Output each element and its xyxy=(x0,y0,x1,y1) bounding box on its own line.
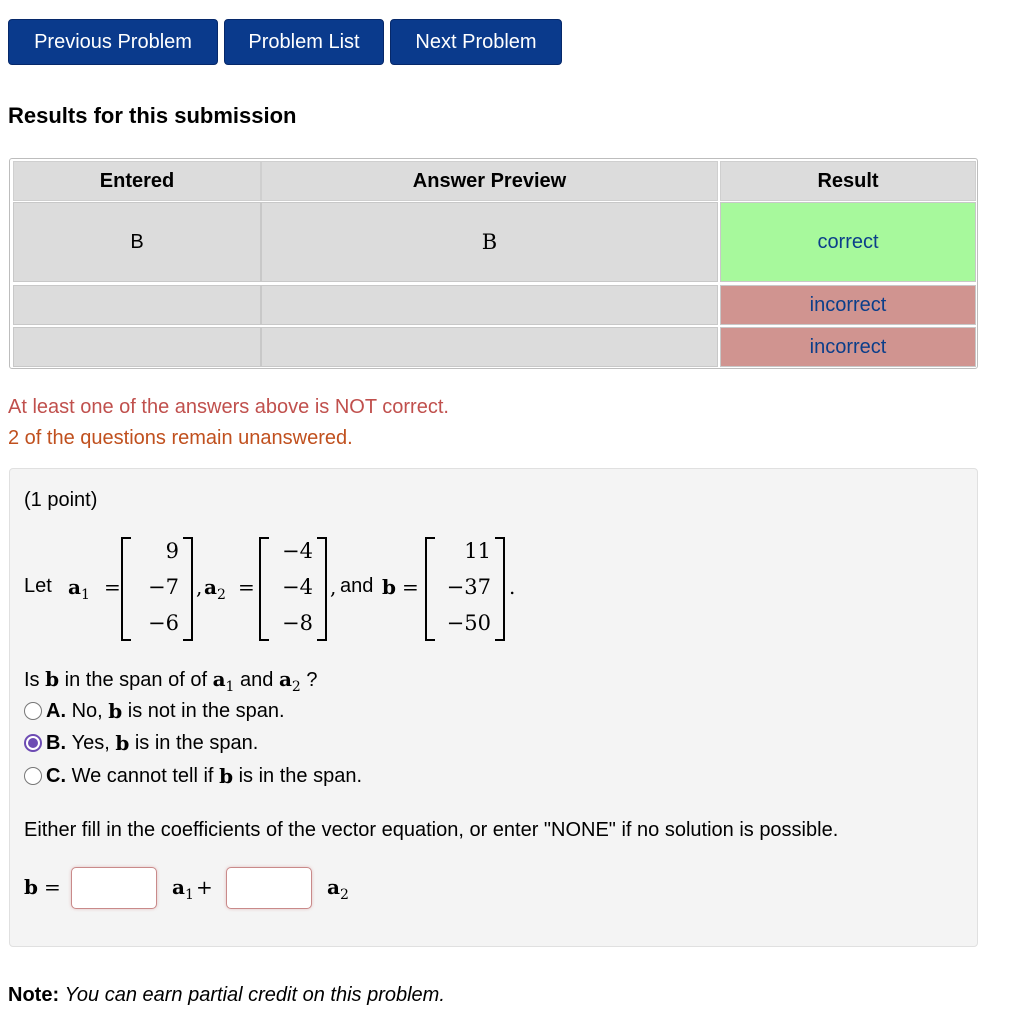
question-mid: in the span of of xyxy=(64,669,207,691)
question-a1-letter: a xyxy=(212,667,226,691)
radio-a[interactable] xyxy=(24,702,42,720)
option-c-letter: C. xyxy=(46,764,66,787)
row2-preview xyxy=(261,285,718,325)
results-table xyxy=(9,158,978,369)
vector-a2 xyxy=(259,537,327,641)
question-a2-letter: a xyxy=(278,667,292,691)
question-a1-sub: 1 xyxy=(225,679,235,695)
eq-equals: = xyxy=(44,875,61,899)
eq-a1-symbol xyxy=(172,875,194,903)
comma-1: , xyxy=(196,575,203,599)
option-c-pre: We cannot tell if xyxy=(71,764,214,787)
results-heading: Results for this submission xyxy=(8,103,297,128)
a2-subscript: 2 xyxy=(216,587,226,603)
question-pre: Is xyxy=(24,669,40,691)
row1-entered: B xyxy=(13,202,261,282)
question-b: b xyxy=(45,667,60,691)
option-b[interactable] xyxy=(24,731,258,755)
vector-b xyxy=(425,537,505,641)
problem-list-button[interactable]: Problem List xyxy=(224,19,384,65)
radio-c[interactable] xyxy=(24,767,42,785)
question-a2-sub: 2 xyxy=(291,679,301,695)
row2-entered xyxy=(13,285,261,325)
option-a-pre: No, xyxy=(71,699,103,722)
let-label: Let xyxy=(24,575,52,597)
unanswered-message: 2 of the questions remain unanswered. xyxy=(8,427,353,449)
eq-a2-symbol xyxy=(327,875,349,903)
a2-letter: a xyxy=(204,575,217,599)
option-a-post: is not in the span. xyxy=(127,699,285,722)
a1-entry-2: −7 xyxy=(148,575,179,599)
b-entry-2: −37 xyxy=(446,575,491,599)
option-a-b: b xyxy=(108,699,123,723)
b-entry-3: −50 xyxy=(446,611,491,635)
row3-entered xyxy=(13,327,261,367)
instruction-text: Either fill in the coefficients of the vector equation, or enter "NONE" if no solution is possible. xyxy=(24,819,839,841)
option-b-pre: Yes, xyxy=(71,731,110,754)
question-end: ? xyxy=(306,669,318,691)
option-a[interactable] xyxy=(24,699,285,723)
a2-entry-3: −8 xyxy=(282,611,313,635)
a1-subscript: 1 xyxy=(80,587,90,603)
header-answer-preview: Answer Preview xyxy=(261,161,718,201)
radio-b-selected[interactable] xyxy=(24,734,42,752)
question-a2 xyxy=(278,667,301,695)
row1-result: correct xyxy=(720,202,976,282)
b-entry-1: 11 xyxy=(464,539,491,563)
a1-letter: a xyxy=(68,575,81,599)
option-a-letter: A. xyxy=(46,699,66,722)
equals-3: = xyxy=(402,575,419,599)
coefficient-a2-input[interactable] xyxy=(226,867,312,909)
not-correct-message: At least one of the answers above is NOT correct. xyxy=(8,396,449,418)
row1-preview: B xyxy=(261,202,718,282)
option-c-post: is in the span. xyxy=(238,764,363,787)
comma-2: , xyxy=(330,575,337,599)
note xyxy=(8,984,445,1007)
and-label: and xyxy=(340,575,374,597)
eq-b-symbol: b xyxy=(24,875,38,899)
next-problem-button[interactable]: Next Problem xyxy=(390,19,562,65)
a2-entry-1: −4 xyxy=(282,539,313,563)
option-c-b: b xyxy=(219,764,234,788)
note-label: Note: xyxy=(8,984,60,1006)
coefficient-a1-input[interactable] xyxy=(71,867,157,909)
header-result: Result xyxy=(720,161,976,201)
a1-entry-3: −6 xyxy=(148,611,179,635)
question-a1 xyxy=(212,667,235,695)
option-c[interactable] xyxy=(24,764,362,788)
question-and: and xyxy=(240,669,274,691)
equals-1: = xyxy=(104,575,121,599)
previous-problem-button[interactable]: Previous Problem xyxy=(8,19,218,65)
option-b-post: is in the span. xyxy=(134,731,259,754)
option-b-letter: B. xyxy=(46,731,66,754)
eq-a2-sub: 2 xyxy=(339,887,349,903)
eq-a1-letter: a xyxy=(172,875,185,899)
problem-panel xyxy=(9,468,978,947)
eq-a1-sub: 1 xyxy=(184,887,194,903)
a1-symbol xyxy=(68,575,90,603)
equals-2: = xyxy=(238,575,255,599)
b-symbol: b xyxy=(382,575,396,599)
note-text: You can earn partial credit on this problem. xyxy=(64,984,445,1006)
span-question xyxy=(24,667,318,695)
eq-a2-letter: a xyxy=(327,875,340,899)
eq-plus: + xyxy=(196,875,213,899)
points-label: (1 point) xyxy=(24,489,98,511)
row2-result: incorrect xyxy=(720,285,976,325)
vector-a1 xyxy=(121,537,193,641)
period: . xyxy=(509,575,516,599)
a1-entry-1: 9 xyxy=(165,539,179,563)
a2-entry-2: −4 xyxy=(282,575,313,599)
row3-result: incorrect xyxy=(720,327,976,367)
option-b-b: b xyxy=(115,731,130,755)
header-entered: Entered xyxy=(13,161,261,201)
row3-preview xyxy=(261,327,718,367)
a2-symbol xyxy=(204,575,226,603)
